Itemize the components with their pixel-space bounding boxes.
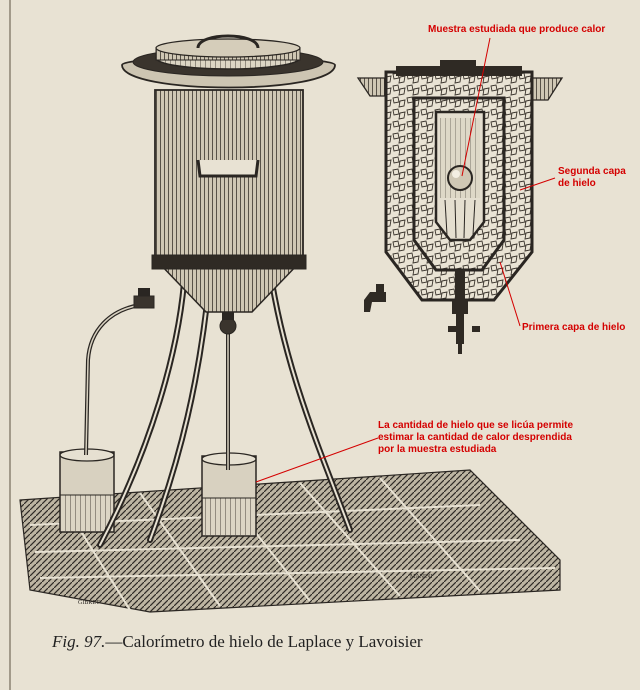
annotation-sample: Muestra estudiada que produce calor (428, 24, 606, 35)
cross-section (358, 60, 562, 354)
annotation-first-layer: Primera capa de hielo (522, 322, 626, 333)
annotation-melt-line3: por la muestra estudiada (378, 444, 497, 455)
annotation-melt-line2: estimar la cantidad de calor desprendida (378, 432, 572, 443)
calorimeter-body (122, 36, 335, 334)
figure-label: Fig. 97. (52, 632, 106, 651)
drain-tubes (86, 305, 228, 470)
signature-gibret: GIBRET (78, 600, 100, 606)
left-beaker (60, 449, 114, 532)
annotation-second-layer-line2: de hielo (558, 178, 596, 189)
annotation-second-layer-line1: Segunda capa (558, 166, 626, 177)
caption-text: —Calorímetro de hielo de Laplace y Lavoisier (105, 632, 423, 651)
figure-caption (52, 632, 423, 652)
annotation-melt-line1: La cantidad de hielo que se licúa permite (378, 420, 574, 431)
signature-manini: MANINI (410, 574, 433, 580)
